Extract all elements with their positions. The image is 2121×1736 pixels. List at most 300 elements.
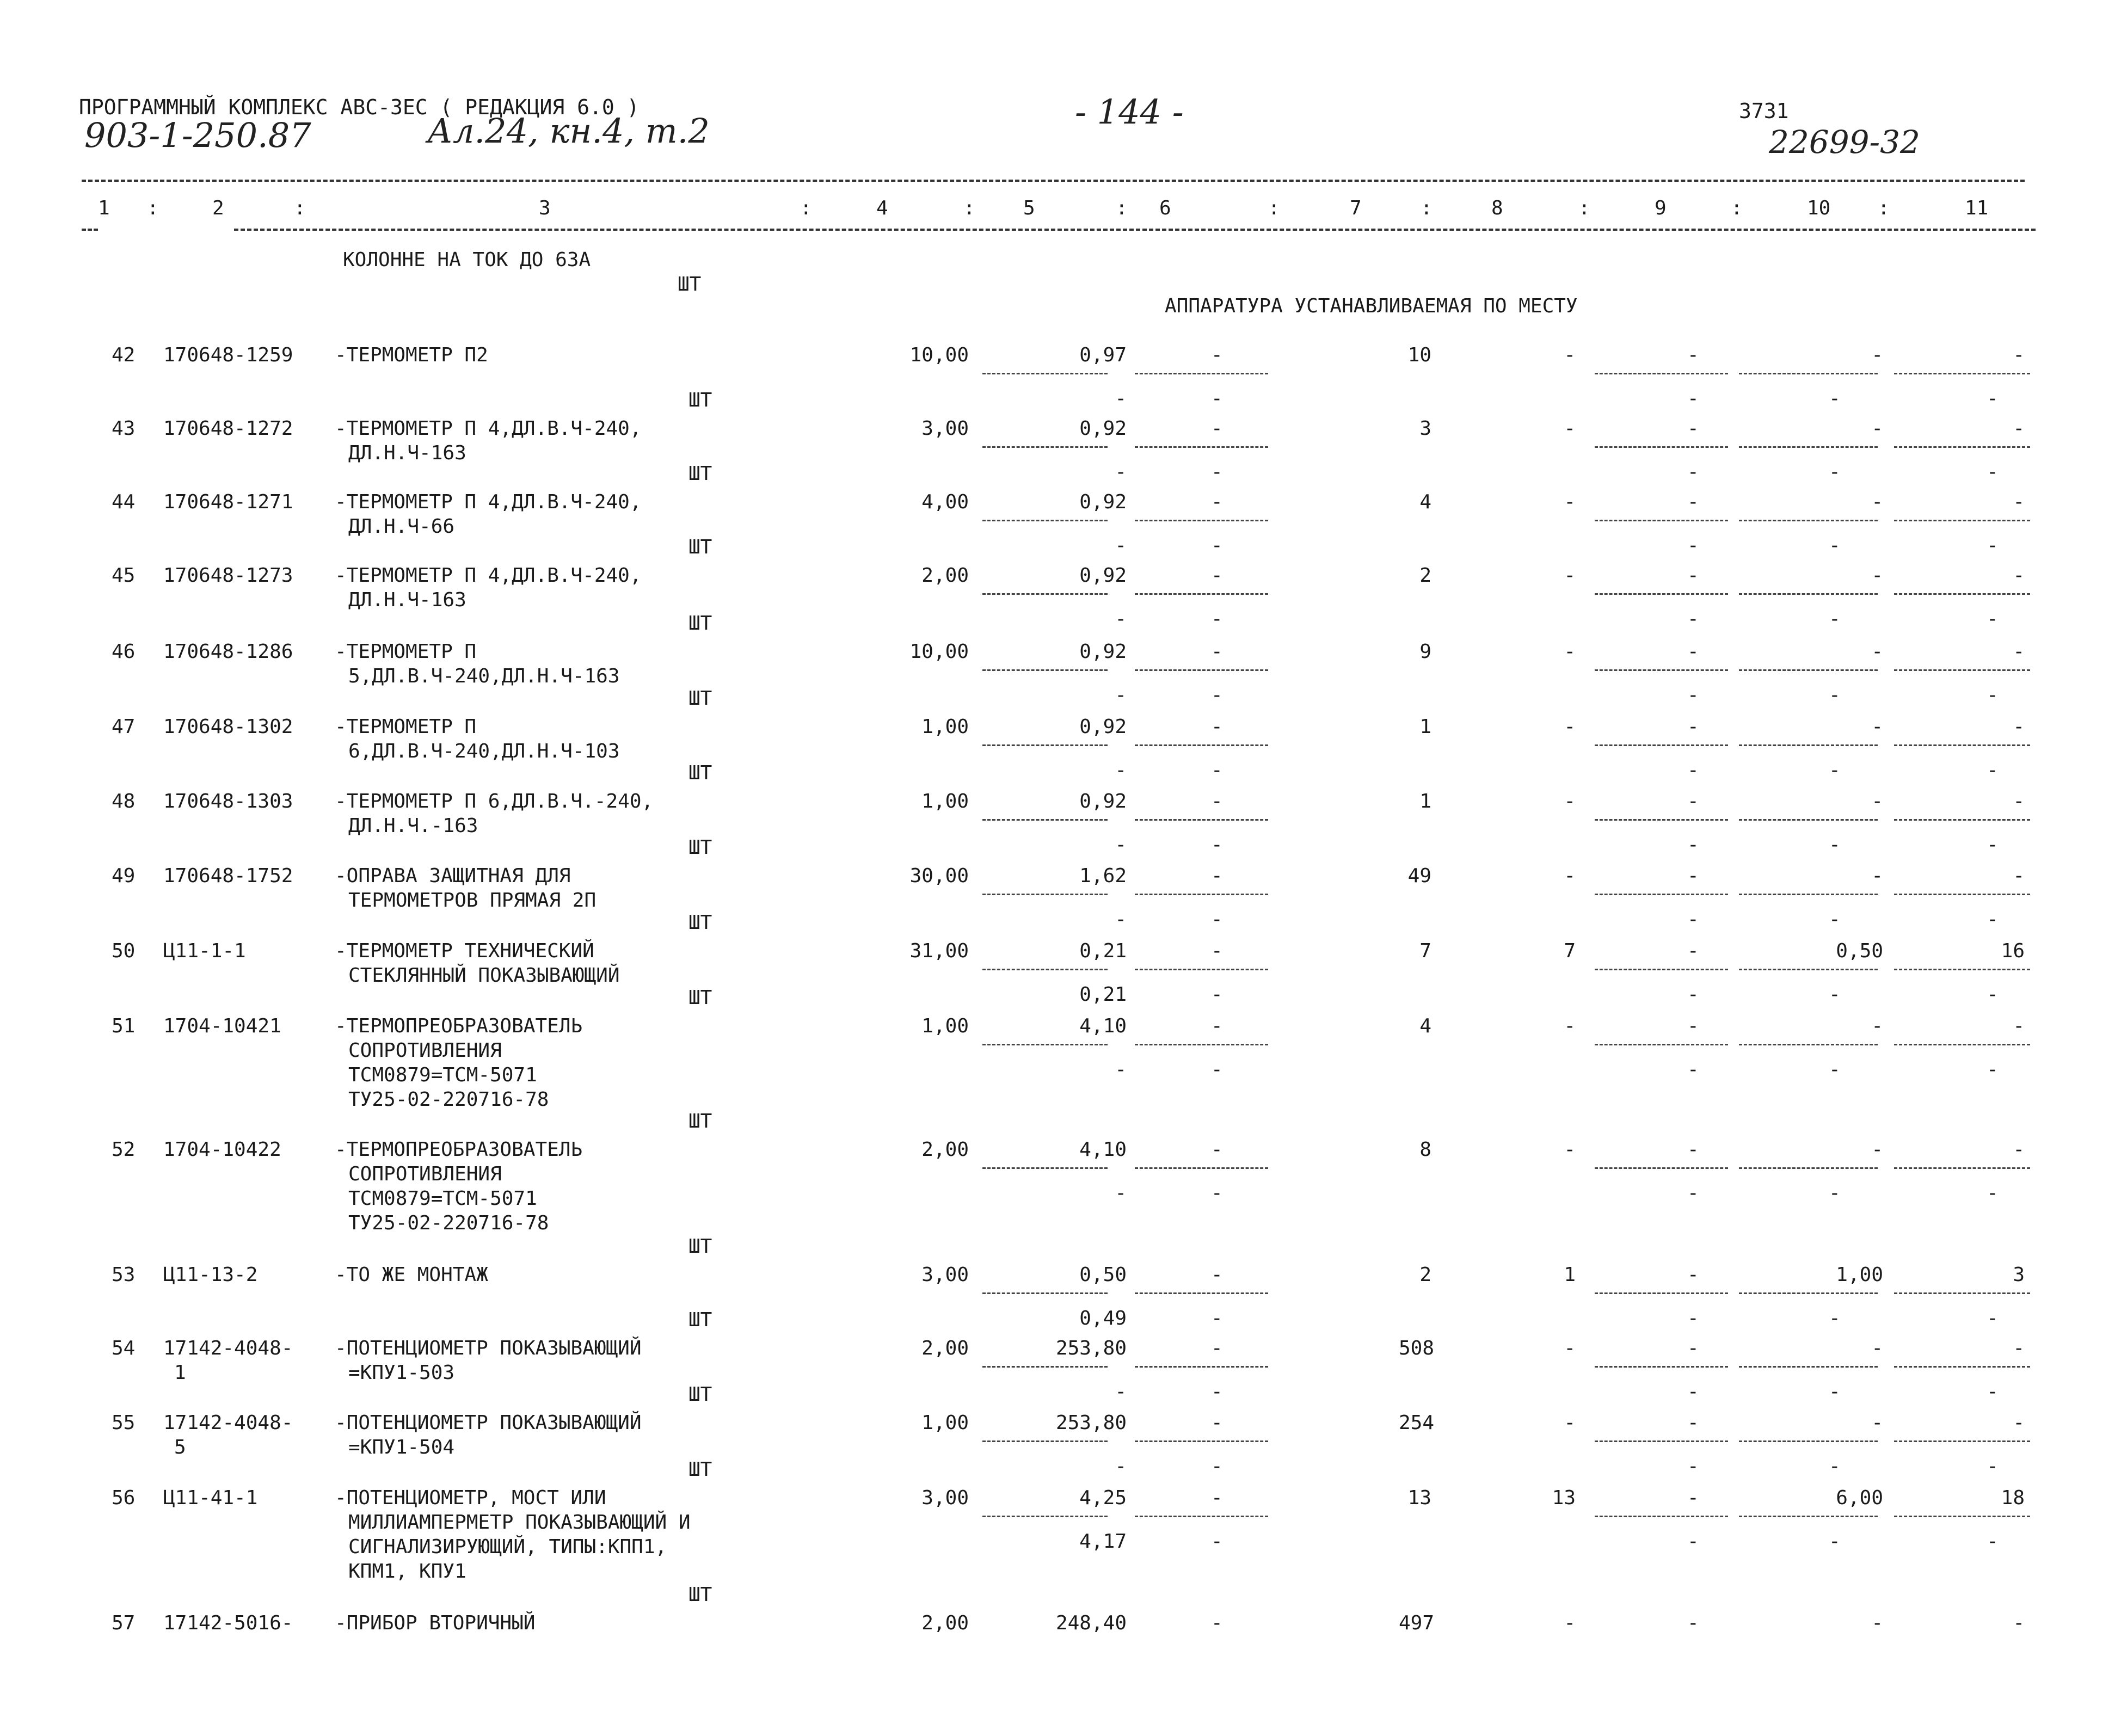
item-description: =КПУ1-504 xyxy=(348,1436,455,1458)
col11-rule xyxy=(1894,1366,2030,1368)
sub-dash: - xyxy=(1829,461,1841,483)
sub-dash: - xyxy=(1211,1381,1223,1403)
row-number: 42 xyxy=(112,344,136,366)
doc-number: 3731 xyxy=(1739,99,1789,123)
col11-rule xyxy=(1894,446,2030,448)
sub-dash: - xyxy=(1829,684,1841,706)
col9-rule xyxy=(1595,593,1728,595)
col9-value: - xyxy=(1687,1412,1699,1434)
col10-value: - xyxy=(1871,865,1883,887)
col6-rule xyxy=(1135,373,1268,374)
col10-rule xyxy=(1739,446,1878,448)
col10-value: - xyxy=(1871,1337,1883,1359)
sub-dash: - xyxy=(1987,908,1999,931)
col8-value: - xyxy=(1564,865,1576,887)
item-code: 17142-4048- xyxy=(163,1337,293,1359)
column-label: : xyxy=(1116,197,1128,219)
sub-dash: - xyxy=(1687,834,1699,856)
sub-dash: 4,17 xyxy=(1079,1530,1127,1553)
col11-rule xyxy=(1894,819,2030,821)
col11-rule xyxy=(1894,1167,2030,1169)
col7-value: 4 xyxy=(1419,1015,1431,1037)
item-description: =КПУ1-503 xyxy=(348,1362,455,1384)
unit: ШТ xyxy=(688,912,712,934)
qty: 31,00 xyxy=(909,940,969,962)
sub-dash: - xyxy=(1211,834,1223,856)
col11-value: - xyxy=(2013,344,2025,366)
row-number: 55 xyxy=(112,1412,136,1434)
col6-rule xyxy=(1135,669,1268,671)
col9-value: - xyxy=(1687,1487,1699,1509)
column-label: : xyxy=(1421,197,1433,219)
sub-dash: - xyxy=(1211,1182,1223,1204)
column-label: : xyxy=(294,197,306,219)
col11-rule xyxy=(1894,1516,2030,1517)
col11-value: - xyxy=(2013,417,2025,440)
col9-value: - xyxy=(1687,641,1699,663)
sub-dash: - xyxy=(1987,387,1999,410)
item-code-cont: 5 xyxy=(174,1436,186,1458)
col10-value: - xyxy=(1871,564,1883,587)
col10-value: - xyxy=(1871,641,1883,663)
row-number: 57 xyxy=(112,1612,136,1634)
col6-value: - xyxy=(1211,344,1223,366)
item-code: 17142-5016- xyxy=(163,1612,293,1634)
col11-value: - xyxy=(2013,716,2025,738)
price-rule xyxy=(982,593,1108,595)
col11-rule xyxy=(1894,593,2030,595)
item-description: ТУ25-02-220716-78 xyxy=(348,1088,549,1111)
item-description: -ОПРАВА ЗАЩИТНАЯ ДЛЯ xyxy=(335,865,571,887)
col8-value: - xyxy=(1564,1337,1576,1359)
col8-value: - xyxy=(1564,491,1576,513)
col6-value: - xyxy=(1211,940,1223,962)
item-description: ТЕРМОМЕТРОВ ПРЯМАЯ 2П xyxy=(348,889,597,912)
unit: ШТ xyxy=(688,1309,712,1331)
col10-rule xyxy=(1739,744,1878,746)
sub-dash: - xyxy=(1829,1381,1841,1403)
sub-dash: - xyxy=(1987,834,1999,856)
row-number: 49 xyxy=(112,865,136,887)
item-description: 6,ДЛ.В.Ч-240,ДЛ.Н.Ч-103 xyxy=(348,740,620,762)
col9-rule xyxy=(1595,520,1728,521)
column-label: : xyxy=(1731,197,1743,219)
column-label: 3 xyxy=(539,197,551,219)
col10-value: - xyxy=(1871,1412,1883,1434)
col8-value: 13 xyxy=(1552,1487,1576,1509)
price-rule xyxy=(982,1292,1108,1294)
col9-value: - xyxy=(1687,1337,1699,1359)
col10-value: 1,00 xyxy=(1836,1264,1883,1286)
col8-value: - xyxy=(1564,641,1576,663)
sub-dash: - xyxy=(1115,608,1127,630)
item-code: 170648-1271 xyxy=(163,491,293,513)
col9-value: - xyxy=(1687,1015,1699,1037)
col6-value: - xyxy=(1211,1337,1223,1359)
col11-value: - xyxy=(2013,1337,2025,1359)
item-description: ТСМ0879=ТСМ-5071 xyxy=(348,1064,537,1086)
sub-dash: - xyxy=(1115,834,1127,856)
row-number: 54 xyxy=(112,1337,136,1359)
unit: ШТ xyxy=(688,1110,712,1132)
col10-value: 0,50 xyxy=(1836,940,1883,962)
row-number: 52 xyxy=(112,1138,136,1161)
unit-price: 253,80 xyxy=(1055,1412,1127,1434)
unit-price: 0,21 xyxy=(1079,940,1127,962)
unit-price: 248,40 xyxy=(1055,1612,1127,1634)
sub-dash: - xyxy=(1687,908,1699,931)
col6-value: - xyxy=(1211,1487,1223,1509)
qty: 1,00 xyxy=(921,790,969,812)
col11-rule xyxy=(1894,1292,2030,1294)
item-description: ДЛ.Н.Ч-163 xyxy=(348,589,466,611)
row-number: 53 xyxy=(112,1264,136,1286)
sub-dash: - xyxy=(1829,387,1841,410)
price-rule xyxy=(982,520,1108,521)
item-description: -ТЕРМОМЕТР П 4,ДЛ.В.Ч-240, xyxy=(335,491,642,513)
col6-rule xyxy=(1135,1440,1268,1442)
sub-dash: - xyxy=(1115,1381,1127,1403)
col11-value: - xyxy=(2013,1412,2025,1434)
col10-rule xyxy=(1739,1440,1878,1442)
col11-value: - xyxy=(2013,865,2025,887)
qty: 2,00 xyxy=(921,1337,969,1359)
col11-value: - xyxy=(2013,1015,2025,1037)
sub-dash: - xyxy=(1687,1307,1699,1329)
col11-value: 3 xyxy=(2013,1264,2025,1286)
col9-rule xyxy=(1595,1440,1728,1442)
sub-dash: - xyxy=(1829,1530,1841,1553)
col11-value: - xyxy=(2013,491,2025,513)
sub-dash: - xyxy=(1829,983,1841,1006)
sub-dash: - xyxy=(1829,834,1841,856)
col8-value: - xyxy=(1564,1015,1576,1037)
price-rule xyxy=(982,894,1108,895)
col6-rule xyxy=(1135,1044,1268,1045)
col6-value: - xyxy=(1211,564,1223,587)
sub-dash: - xyxy=(1115,908,1127,931)
unit-price: 4,25 xyxy=(1079,1487,1127,1509)
sub-dash: 0,49 xyxy=(1079,1307,1127,1329)
price-rule xyxy=(982,744,1108,746)
col9-rule xyxy=(1595,1044,1728,1045)
row-number: 46 xyxy=(112,641,136,663)
col6-rule xyxy=(1135,446,1268,448)
qty: 1,00 xyxy=(921,1015,969,1037)
program-title: ПРОГРАММНЫЙ КОМПЛЕКС АВС-3ЕС ( РЕДАКЦИЯ 6.0 ) xyxy=(79,95,640,119)
sub-dash: - xyxy=(1115,1182,1127,1204)
row-number: 56 xyxy=(112,1487,136,1509)
col10-rule xyxy=(1739,520,1878,521)
col6-rule xyxy=(1135,744,1268,746)
col9-rule xyxy=(1595,446,1728,448)
sub-dash: - xyxy=(1987,534,1999,557)
col6-rule xyxy=(1135,969,1268,970)
unit: ШТ xyxy=(688,1235,712,1258)
item-code: 170648-1259 xyxy=(163,344,293,366)
col8-value: - xyxy=(1564,1412,1576,1434)
item-description: СТЕКЛЯННЫЙ ПОКАЗЫВАЮЩИЙ xyxy=(348,964,620,987)
col9-value: - xyxy=(1687,564,1699,587)
sub-dash: - xyxy=(1829,908,1841,931)
sub-dash: - xyxy=(1687,461,1699,483)
col8-value: 7 xyxy=(1564,940,1576,962)
item-code: 1704-10421 xyxy=(163,1015,281,1037)
row-number: 50 xyxy=(112,940,136,962)
qty: 10,00 xyxy=(909,344,969,366)
qty: 2,00 xyxy=(921,1138,969,1161)
qty: 4,00 xyxy=(921,491,969,513)
sub-dash: - xyxy=(1115,387,1127,410)
sub-dash: - xyxy=(1987,1058,1999,1081)
col11-rule xyxy=(1894,373,2030,374)
column-label: 11 xyxy=(1965,197,1989,219)
sub-dash: - xyxy=(1687,534,1699,557)
column-label: 2 xyxy=(212,197,224,219)
sub-dash: - xyxy=(1987,1455,1999,1478)
col7-value: 3 xyxy=(1419,417,1431,440)
column-label: 1 xyxy=(98,197,110,219)
item-description: -ПОТЕНЦИОМЕТР, МОСТ ИЛИ xyxy=(335,1487,606,1509)
col7-value: 13 xyxy=(1407,1487,1431,1509)
price-rule xyxy=(982,1366,1108,1368)
item-code: 17142-4048- xyxy=(163,1412,293,1434)
item-description: СОПРОТИВЛЕНИЯ xyxy=(348,1163,502,1185)
col6-value: - xyxy=(1211,865,1223,887)
unit-price: 4,10 xyxy=(1079,1138,1127,1161)
col11-rule xyxy=(1894,969,2030,970)
sub-dash: - xyxy=(1687,608,1699,630)
col10-rule xyxy=(1739,894,1878,895)
col9-value: - xyxy=(1687,491,1699,513)
col10-rule xyxy=(1739,669,1878,671)
item-description: -ТЕРМОМЕТР П 4,ДЛ.В.Ч-240, xyxy=(335,564,642,587)
col8-value: - xyxy=(1564,564,1576,587)
col9-value: - xyxy=(1687,344,1699,366)
unit-price: 0,92 xyxy=(1079,790,1127,812)
qty: 1,00 xyxy=(921,716,969,738)
col7-value: 4 xyxy=(1419,491,1431,513)
item-description: -ТЕРМОМЕТР П 4,ДЛ.В.Ч-240, xyxy=(335,417,642,440)
sub-dash: - xyxy=(1211,387,1223,410)
sub-dash: - xyxy=(1211,1530,1223,1553)
col11-value: - xyxy=(2013,1138,2025,1161)
column-label: : xyxy=(1268,197,1280,219)
item-description: ТСМ0879=ТСМ-5071 xyxy=(348,1187,537,1210)
sub-dash: - xyxy=(1211,1455,1223,1478)
sub-dash: - xyxy=(1829,1182,1841,1204)
header-rule-left xyxy=(82,229,98,231)
col7-value: 1 xyxy=(1419,790,1431,812)
row-number: 43 xyxy=(112,417,136,440)
col11-rule xyxy=(1894,894,2030,895)
item-description: -ТЕРМОПРЕОБРАЗОВАТЕЛЬ xyxy=(335,1015,583,1037)
unit-price: 0,92 xyxy=(1079,641,1127,663)
unit: ШТ xyxy=(688,1584,712,1606)
row-number: 51 xyxy=(112,1015,136,1037)
col6-value: - xyxy=(1211,641,1223,663)
col6-rule xyxy=(1135,894,1268,895)
sub-dash: - xyxy=(1987,1530,1999,1553)
price-rule xyxy=(982,819,1108,821)
unit: ШТ xyxy=(688,836,712,859)
unit-price: 253,80 xyxy=(1055,1337,1127,1359)
col8-value: - xyxy=(1564,790,1576,812)
sub-dash: - xyxy=(1987,1307,1999,1329)
price-rule xyxy=(982,1167,1108,1169)
unit: ШТ xyxy=(688,687,712,710)
item-description: -ТЕРМОМЕТР П xyxy=(335,641,477,663)
col10-value: - xyxy=(1871,790,1883,812)
col11-value: 16 xyxy=(2001,940,2025,962)
col9-rule xyxy=(1595,1292,1728,1294)
col8-value: - xyxy=(1564,344,1576,366)
item-description: КПМ1, КПУ1 xyxy=(348,1560,466,1583)
qty: 3,00 xyxy=(921,1264,969,1286)
qty: 3,00 xyxy=(921,417,969,440)
col8-value: - xyxy=(1564,716,1576,738)
header-rule-bottom xyxy=(234,229,2036,231)
col11-rule xyxy=(1894,744,2030,746)
header-rule-top xyxy=(82,180,2025,182)
col9-value: - xyxy=(1687,716,1699,738)
column-label: 7 xyxy=(1350,197,1362,219)
price-rule xyxy=(982,1440,1108,1442)
col7-value: 508 xyxy=(1399,1337,1435,1359)
column-label: : xyxy=(147,197,159,219)
col11-value: 18 xyxy=(2001,1487,2025,1509)
col6-value: - xyxy=(1211,1612,1223,1634)
col9-value: - xyxy=(1687,790,1699,812)
col9-rule xyxy=(1595,819,1728,821)
item-description: ДЛ.Н.Ч-163 xyxy=(348,442,466,464)
price-rule xyxy=(982,446,1108,448)
col6-value: - xyxy=(1211,1138,1223,1161)
unit-price: 1,62 xyxy=(1079,865,1127,887)
item-description: -ТЕРМОПРЕОБРАЗОВАТЕЛЬ xyxy=(335,1138,583,1161)
col10-rule xyxy=(1739,1292,1878,1294)
price-rule xyxy=(982,1516,1108,1517)
col11-value: - xyxy=(2013,1612,2025,1634)
col6-value: - xyxy=(1211,1264,1223,1286)
col7-value: 9 xyxy=(1419,641,1431,663)
item-description: -ТЕРМОМЕТР П xyxy=(335,716,477,738)
col6-value: - xyxy=(1211,1412,1223,1434)
item-description: ДЛ.Н.Ч.-163 xyxy=(348,815,478,837)
sub-dash: - xyxy=(1829,534,1841,557)
price-rule xyxy=(982,1044,1108,1045)
page-label: - 144 - xyxy=(1075,92,1184,132)
sub-dash: - xyxy=(1115,1455,1127,1478)
sub-dash: - xyxy=(1829,608,1841,630)
col11-rule xyxy=(1894,520,2030,521)
unit: ШТ xyxy=(688,463,712,485)
unit-price: 0,92 xyxy=(1079,564,1127,587)
col6-rule xyxy=(1135,1366,1268,1368)
col7-value: 49 xyxy=(1407,865,1431,887)
col10-rule xyxy=(1739,819,1878,821)
col9-value: - xyxy=(1687,417,1699,440)
doc-code: 903-1-250.87 xyxy=(84,115,311,155)
col10-value: - xyxy=(1871,344,1883,366)
col10-value: - xyxy=(1871,1015,1883,1037)
item-description: -ТЕРМОМЕТР ТЕХНИЧЕСКИЙ xyxy=(335,940,594,962)
unit-price: 4,10 xyxy=(1079,1015,1127,1037)
sub-dash: - xyxy=(1687,1455,1699,1478)
col9-rule xyxy=(1595,1366,1728,1368)
col9-rule xyxy=(1595,669,1728,671)
sub-dash: - xyxy=(1687,1530,1699,1553)
row-number: 48 xyxy=(112,790,136,812)
qty: 3,00 xyxy=(921,1487,969,1509)
col10-value: - xyxy=(1871,491,1883,513)
col6-value: - xyxy=(1211,491,1223,513)
col6-value: - xyxy=(1211,1015,1223,1037)
col9-rule xyxy=(1595,1516,1728,1517)
col7-value: 7 xyxy=(1419,940,1431,962)
col6-value: - xyxy=(1211,716,1223,738)
item-code: 170648-1302 xyxy=(163,716,293,738)
item-description: СИГНАЛИЗИРУЮЩИЙ, ТИПЫ:КПП1, xyxy=(348,1536,667,1558)
column-label: : xyxy=(1878,197,1890,219)
intro-text: КОЛОННЕ НА ТОК ДО 63А xyxy=(343,249,591,271)
item-description: -ПОТЕНЦИОМЕТР ПОКАЗЫВАЮЩИЙ xyxy=(335,1412,642,1434)
sub-dash: - xyxy=(1987,1182,1999,1204)
col9-value: - xyxy=(1687,865,1699,887)
column-label: : xyxy=(963,197,975,219)
item-code: Ц11-1-1 xyxy=(163,940,246,962)
column-label: 10 xyxy=(1807,197,1831,219)
item-code: 170648-1273 xyxy=(163,564,293,587)
item-code: 170648-1286 xyxy=(163,641,293,663)
price-rule xyxy=(982,969,1108,970)
col9-rule xyxy=(1595,744,1728,746)
item-description: ТУ25-02-220716-78 xyxy=(348,1212,549,1234)
unit: ШТ xyxy=(688,612,712,635)
col11-rule xyxy=(1894,1440,2030,1442)
price-rule xyxy=(982,373,1108,374)
column-label: 9 xyxy=(1655,197,1667,219)
item-code: 1704-10422 xyxy=(163,1138,281,1161)
col10-rule xyxy=(1739,1366,1878,1368)
col9-rule xyxy=(1595,969,1728,970)
unit: ШТ xyxy=(688,762,712,784)
col7-value: 8 xyxy=(1419,1138,1431,1161)
item-description: -ТЕРМОМЕТР П2 xyxy=(335,344,488,366)
sub-dash: - xyxy=(1115,534,1127,557)
sub-dash: - xyxy=(1687,1182,1699,1204)
item-description: -ТЕРМОМЕТР П 6,ДЛ.В.Ч.-240, xyxy=(335,790,654,812)
sub-dash: - xyxy=(1211,1058,1223,1081)
item-description: МИЛЛИАМПЕРМЕТР ПОКАЗЫВАЮЩИЙ И xyxy=(348,1511,691,1534)
item-code-cont: 1 xyxy=(174,1362,186,1384)
item-description: -ПОТЕНЦИОМЕТР ПОКАЗЫВАЮЩИЙ xyxy=(335,1337,642,1359)
qty: 30,00 xyxy=(909,865,969,887)
qty: 2,00 xyxy=(921,1612,969,1634)
item-code: 170648-1272 xyxy=(163,417,293,440)
sub-dash: - xyxy=(1211,983,1223,1006)
doc-id: 22699-32 xyxy=(1769,124,1920,161)
item-code: Ц11-13-2 xyxy=(163,1264,258,1286)
col9-rule xyxy=(1595,1167,1728,1169)
col9-rule xyxy=(1595,894,1728,895)
sub-dash: - xyxy=(1987,759,1999,781)
row-number: 44 xyxy=(112,491,136,513)
col7-value: 10 xyxy=(1407,344,1431,366)
unit: ШТ xyxy=(688,987,712,1009)
col11-value: - xyxy=(2013,790,2025,812)
col8-value: - xyxy=(1564,1612,1576,1634)
